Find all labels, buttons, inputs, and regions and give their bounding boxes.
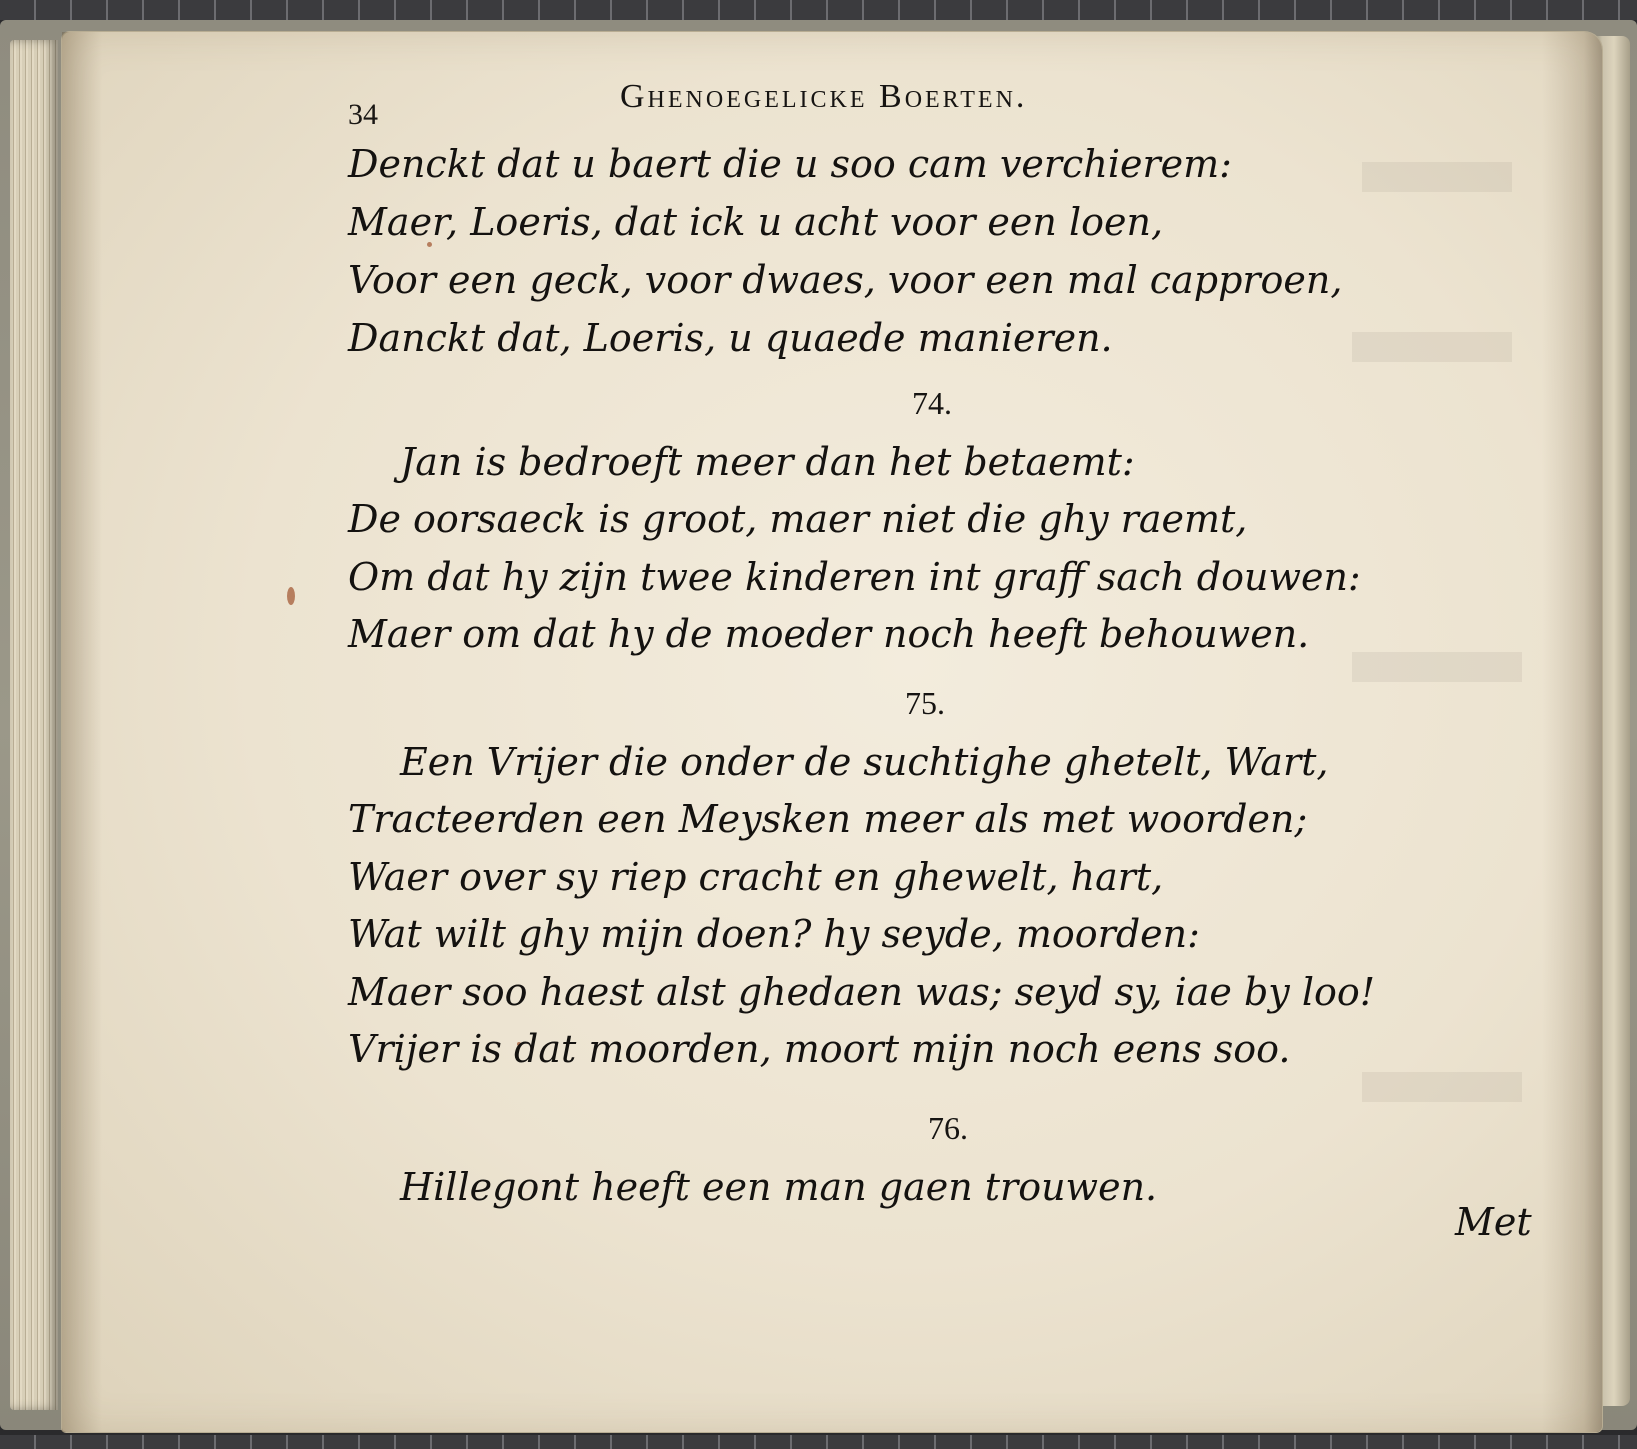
page-gutter-shadow (1542, 32, 1602, 1432)
verse-line: Jan is bedroeft meer dan het betaemt: (400, 440, 1135, 484)
show-through-mark (1352, 332, 1512, 362)
verse-line: Een Vrijer die onder de suchtighe ghetelt, Wart, (400, 740, 1329, 784)
stanza-number: 76. (928, 1110, 968, 1146)
page-number: 34 (348, 98, 378, 131)
verse-line: Waer over sy riep cracht en ghewelt, hart, (348, 855, 1164, 899)
foxing-spot (287, 587, 295, 605)
page-edges-left (10, 40, 58, 1410)
bottom-scale-ruler (0, 1435, 1637, 1449)
verse-line: Maer soo haest alst ghedaen was; seyd sy, iae by loo! (348, 970, 1376, 1014)
verse-line: Wat wilt ghy mijn doen? hy seyde, moorden: (348, 912, 1200, 956)
verse-line: Denckt dat u baert die u soo cam verchierem: (348, 142, 1232, 186)
verse-line: Voor een geck, voor dwaes, voor een mal capproen, (348, 258, 1343, 302)
top-scale-ruler (0, 0, 1637, 20)
verse-line: Vrijer is dat moorden, moort mijn noch eens soo. (348, 1027, 1291, 1071)
verse-line: Maer om dat hy de moeder noch heeft behouwen. (348, 612, 1310, 656)
show-through-mark (1362, 1072, 1522, 1102)
verse-line: Hillegont heeft een man gaen trouwen. (400, 1165, 1158, 1209)
verse-line: Om dat hy zijn twee kinderen int graff sach douwen: (348, 555, 1361, 599)
page-shadow-left (62, 32, 102, 1432)
stanza-number: 75. (905, 685, 945, 721)
running-title: Ghenoegelicke Boerten. (620, 78, 1028, 115)
verse-line: Danckt dat, Loeris, u quaede manieren. (348, 316, 1113, 360)
verse-line: De oorsaeck is groot, maer niet die ghy raemt, (348, 497, 1248, 541)
verse-line: Maer, Loeris, dat ick u acht voor een loen, (348, 200, 1164, 244)
show-through-mark (1352, 652, 1522, 682)
catchword: Met (1455, 1200, 1532, 1244)
show-through-mark (1362, 162, 1512, 192)
verse-line: Tracteerden een Meysken meer als met woorden; (348, 797, 1308, 841)
stanza-number: 74. (912, 385, 952, 421)
